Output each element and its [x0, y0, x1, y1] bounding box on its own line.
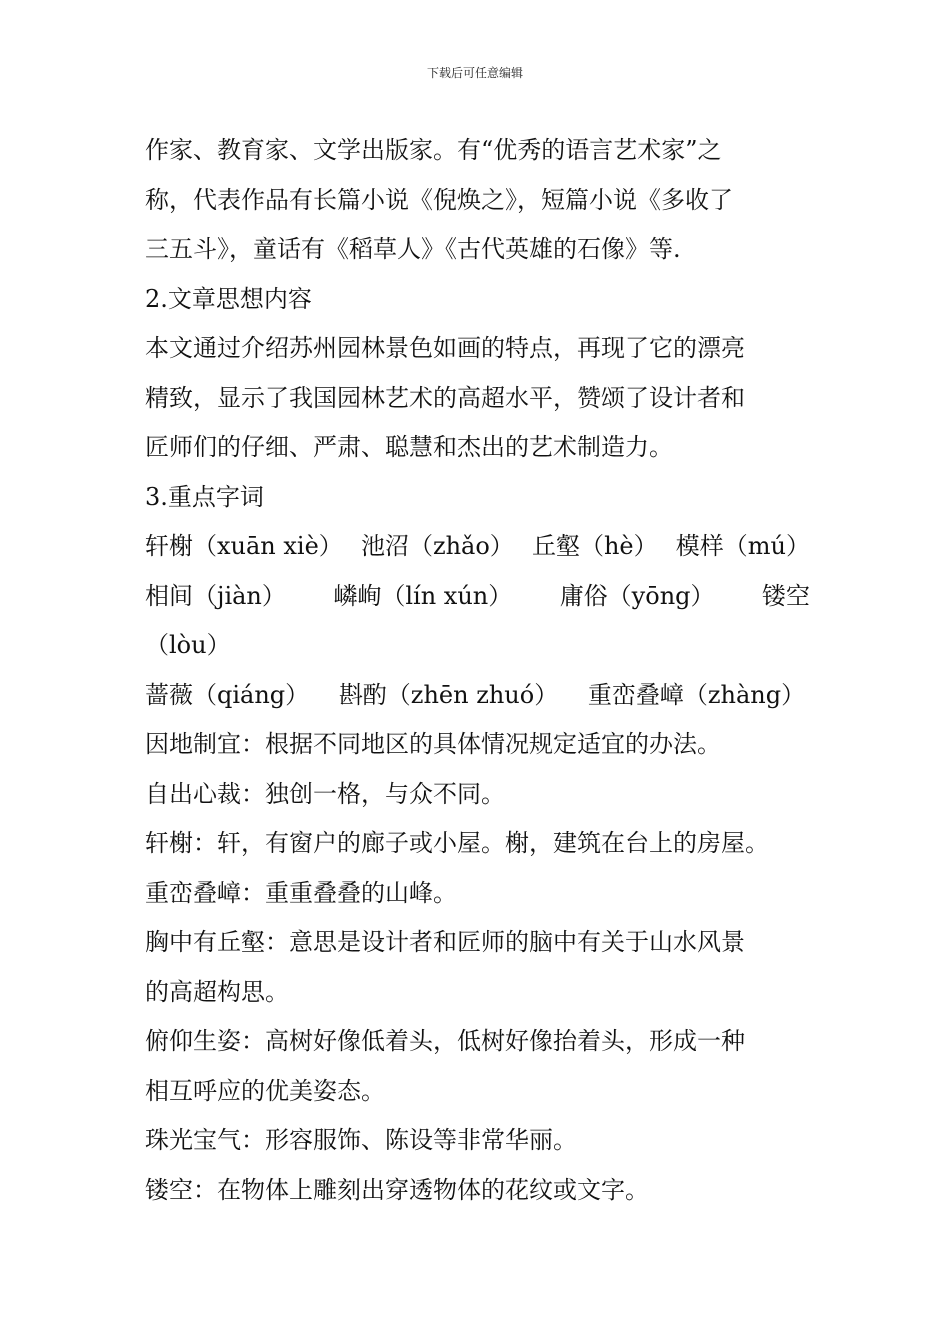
vocab-item: 模样（mú） [675, 532, 810, 560]
text-line: 匠师们的仔细、严肃、聪慧和杰出的艺术制造力。 [145, 433, 673, 461]
definition-line: 镂空：在物体上雕刻出穿透物体的花纹或文字。 [145, 1175, 649, 1204]
definition-line: 因地制宜：根据不同地区的具体情况规定适宜的办法。 [145, 730, 721, 758]
vocab-item: 镂空 [761, 581, 810, 610]
document-body [145, 126, 810, 1215]
definition-line: 胸中有丘壑：意思是设计者和匠师的脑中有关于山水风景 [145, 928, 745, 956]
vocab-item: 轩榭（xuān xiè） [145, 532, 343, 560]
vocab-item: 蔷薇（qiáng） [145, 680, 310, 709]
vocab-item: 斟酌（zhēn zhuó） [338, 680, 559, 709]
page-header: 下载后可任意编辑 [426, 66, 523, 80]
definition-line: 轩榭：轩，有窗户的廊子或小屋。榭，建筑在台上的房屋。 [145, 829, 769, 857]
vocab-item: 相间（jiàn） [145, 581, 286, 610]
vocab-item: 池沼（zhǎo） [360, 532, 514, 560]
section-heading: 2.文章思想内容 [145, 284, 312, 313]
definition-line: 珠光宝气：形容服饰、陈设等非常华丽。 [145, 1126, 577, 1154]
text-line: 作家、教育家、文学出版家。有“优秀的语言艺术家”之 [145, 136, 722, 164]
vocab-item: 重峦叠嶂（zhàng） [587, 680, 806, 709]
vocab-line [145, 572, 810, 622]
vocab-line [145, 671, 810, 721]
vocab-item: 嶙峋（lín xún） [333, 581, 513, 610]
vocab-line [145, 522, 810, 572]
definition-line: 相互呼应的优美姿态。 [145, 1076, 385, 1105]
vocab-item: 庸俗（yōng） [559, 581, 715, 610]
text-line: 三五斗》，童话有《稻草人》《古代英雄的石像》等. [145, 235, 681, 263]
definition-line: 的高超构思。 [145, 977, 289, 1006]
definition-line: 自出心裁：独创一格，与众不同。 [145, 779, 505, 808]
definition-line: 俯仰生姿：高树好像低着头，低树好像抬着头，形成一种 [145, 1027, 745, 1055]
definition-line: 重峦叠嶂：重重叠叠的山峰。 [145, 878, 457, 907]
vocab-item: 丘壑（hè） [531, 532, 658, 560]
vocab-line: （lòu） [145, 631, 231, 659]
section-heading: 3.重点字词 [145, 482, 264, 511]
text-line: 精致，显示了我国园林艺术的高超水平，赞颂了设计者和 [145, 383, 745, 412]
text-line: 称，代表作品有长篇小说《倪焕之》，短篇小说《多收了 [145, 185, 733, 214]
text-line: 本文通过介绍苏州园林景色如画的特点，再现了它的漂亮 [145, 334, 745, 362]
